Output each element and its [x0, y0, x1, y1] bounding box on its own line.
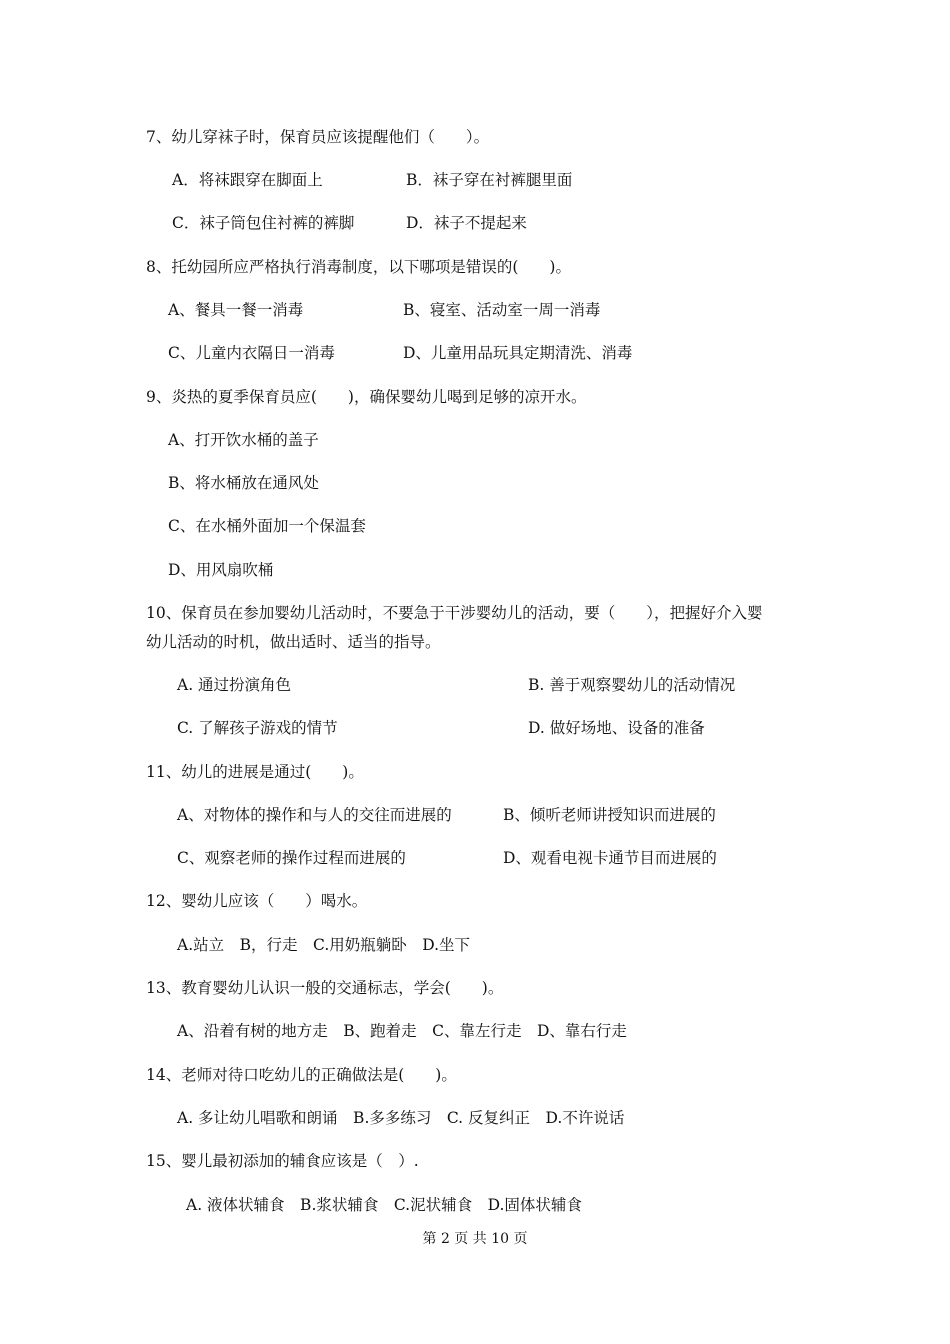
question-7-option-b: B．袜子穿在衬裤腿里面 [406, 171, 573, 189]
question-10-stem-line-1: 10、保育员在参加婴幼儿活动时，不要急于干涉婴幼儿的活动，要（ ），把握好介入婴 [146, 604, 763, 622]
question-10-option-c: C. 了解孩子游戏的情节 [177, 719, 338, 737]
question-7-option-d: D．袜子不提起来 [406, 214, 527, 232]
question-14-stem: 14、老师对待口吃幼儿的正确做法是( )。 [146, 1066, 457, 1084]
question-9-option-a: A、打开饮水桶的盖子 [168, 431, 319, 449]
question-11-option-d: D、观看电视卡通节目而进展的 [503, 849, 717, 867]
question-15-stem: 15、婴儿最初添加的辅食应该是（ ）. [146, 1152, 419, 1170]
question-9-option-c: C、在水桶外面加一个保温套 [168, 517, 366, 535]
question-7-option-a: A．将袜跟穿在脚面上 [172, 171, 323, 189]
question-9-stem: 9、炎热的夏季保育员应( )，确保婴幼儿喝到足够的凉开水。 [146, 388, 587, 406]
question-7-stem: 7、幼儿穿袜子时，保育员应该提醒他们（ ）。 [146, 128, 490, 146]
page-number: 第 2 页 共 10 页 [422, 1231, 528, 1247]
question-13-stem: 13、教育婴幼儿认识一般的交通标志，学会( )。 [146, 979, 504, 997]
question-11-stem: 11、幼儿的进展是通过( )。 [146, 763, 364, 781]
question-13-options: A、沿着有树的地方走 B、跑着走 C、靠左行走 D、靠右行走 [177, 1022, 627, 1040]
question-8-option-a: A、餐具一餐一消毒 [168, 301, 304, 319]
question-10-option-b: B. 善于观察婴幼儿的活动情况 [528, 676, 736, 694]
question-8-option-b: B、寝室、活动室一周一消毒 [403, 301, 601, 319]
question-8-option-d: D、儿童用品玩具定期清洗、消毒 [403, 344, 633, 362]
question-11-option-c: C、观察老师的操作过程而进展的 [177, 849, 406, 867]
question-11-option-a: A、对物体的操作和与人的交往而进展的 [177, 806, 452, 824]
question-10-option-a: A. 通过扮演角色 [177, 676, 292, 694]
question-9-option-d: D、用风扇吹桶 [168, 561, 274, 579]
question-12-options: A.站立 B，行走 C.用奶瓶躺卧 D.坐下 [177, 936, 471, 954]
question-8-option-c: C、儿童内衣隔日一消毒 [168, 344, 335, 362]
question-7-option-c: C．袜子筒包住衬裤的裤脚 [172, 214, 355, 232]
question-10-stem-line-2: 幼儿活动的时机，做出适时、适当的指导。 [146, 633, 441, 651]
question-10-option-d: D. 做好场地、设备的准备 [528, 719, 705, 737]
question-15-options: A. 液体状辅食 B.浆状辅食 C.泥状辅食 D.固体状辅食 [186, 1196, 582, 1214]
question-12-stem: 12、婴幼儿应该（ ）喝水。 [146, 892, 368, 910]
question-14-options: A. 多让幼儿唱歌和朗诵 B.多多练习 C. 反复纠正 D.不许说话 [177, 1109, 625, 1127]
question-11-option-b: B、倾听老师讲授知识而进展的 [503, 806, 716, 824]
question-9-option-b: B、将水桶放在通风处 [168, 474, 319, 492]
question-8-stem: 8、托幼园所应严格执行消毒制度，以下哪项是错误的( )。 [146, 258, 571, 276]
